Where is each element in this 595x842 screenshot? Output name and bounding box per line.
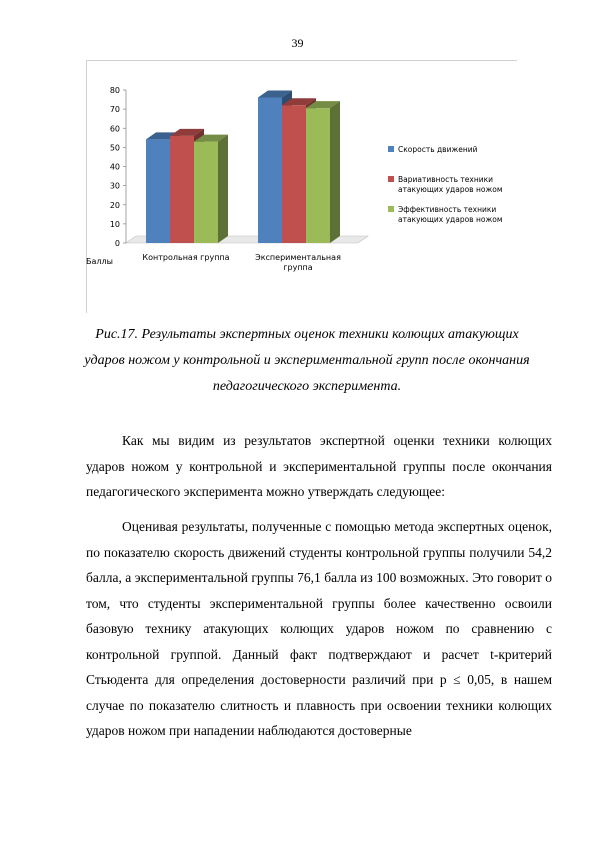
legend-entry: Вариативность техники: [398, 175, 494, 184]
bar: [146, 139, 170, 243]
page-number: 39: [291, 36, 304, 50]
figure-caption: [72, 322, 542, 400]
paragraph-1: Как мы видим из результатов экспертной оценки техники колющих ударов ножом у контрольной и экспериментальной группы после окончания педагогического эксперимента можно утверждать следующее:: [86, 433, 552, 499]
y-tick-label: 40: [109, 162, 120, 172]
bar-side: [218, 135, 228, 243]
y-axis-label: Баллы: [86, 257, 113, 266]
bar: [258, 97, 282, 243]
y-tick-label: 10: [109, 219, 120, 229]
y-tick-label: 60: [109, 124, 120, 134]
x-category-label: Контрольная группа: [142, 253, 230, 262]
y-tick-label: 30: [109, 181, 120, 191]
caption-line-1: Рис.17. Результаты экспертных оценок техники колющих атакующих: [95, 327, 519, 342]
legend-swatch: [388, 206, 394, 212]
y-tick-label: 20: [109, 200, 120, 210]
x-category-label: Экспериментальная: [255, 253, 341, 262]
legend-swatch: [388, 176, 394, 182]
caption-line-2: ударов ножом у контрольной и экспериментальной групп после окончания: [84, 353, 530, 368]
y-tick-label: 70: [109, 105, 120, 115]
x-category-label: группа: [283, 263, 313, 272]
bar: [194, 142, 218, 243]
legend-entry: атакующих ударов ножом: [398, 215, 503, 224]
caption-line-3: педагогического эксперимента.: [212, 379, 402, 394]
bar-chart: [86, 60, 526, 320]
legend-swatch: [388, 146, 394, 152]
bar: [306, 108, 330, 243]
bar: [282, 105, 306, 243]
paragraph-2: Оценивая результаты, полученные с помощью метода экспертных оценок, по показателю скорость движений студенты контрольной группы получили 54,2 балла, а экспериментальной группы 76,1 балла из 100 возможных. Это говорит о том, что студенты экспериментальной группы более качественно освоили базовую технику атакующих колющих ударов ножом по сравнению с контрольной группой. Данный факт подтверждают и расчет t-критерий Стьюдента для определения достоверности различий при р ≤ 0,05, в нашем случае по показателю слитность и плавность при освоении техники колющих ударов ножом при нападении наблюдаются достоверные: [86, 519, 552, 738]
bar: [170, 136, 194, 243]
y-tick-label: 80: [109, 86, 120, 95]
legend-entry: атакующих ударов ножом: [398, 185, 503, 194]
y-tick-label: 50: [109, 143, 120, 153]
y-tick-label: 0: [114, 239, 120, 248]
legend-entry: Скорость движений: [398, 145, 478, 154]
legend-entry: Эффективность техники: [398, 205, 497, 214]
bar-side: [330, 101, 340, 243]
